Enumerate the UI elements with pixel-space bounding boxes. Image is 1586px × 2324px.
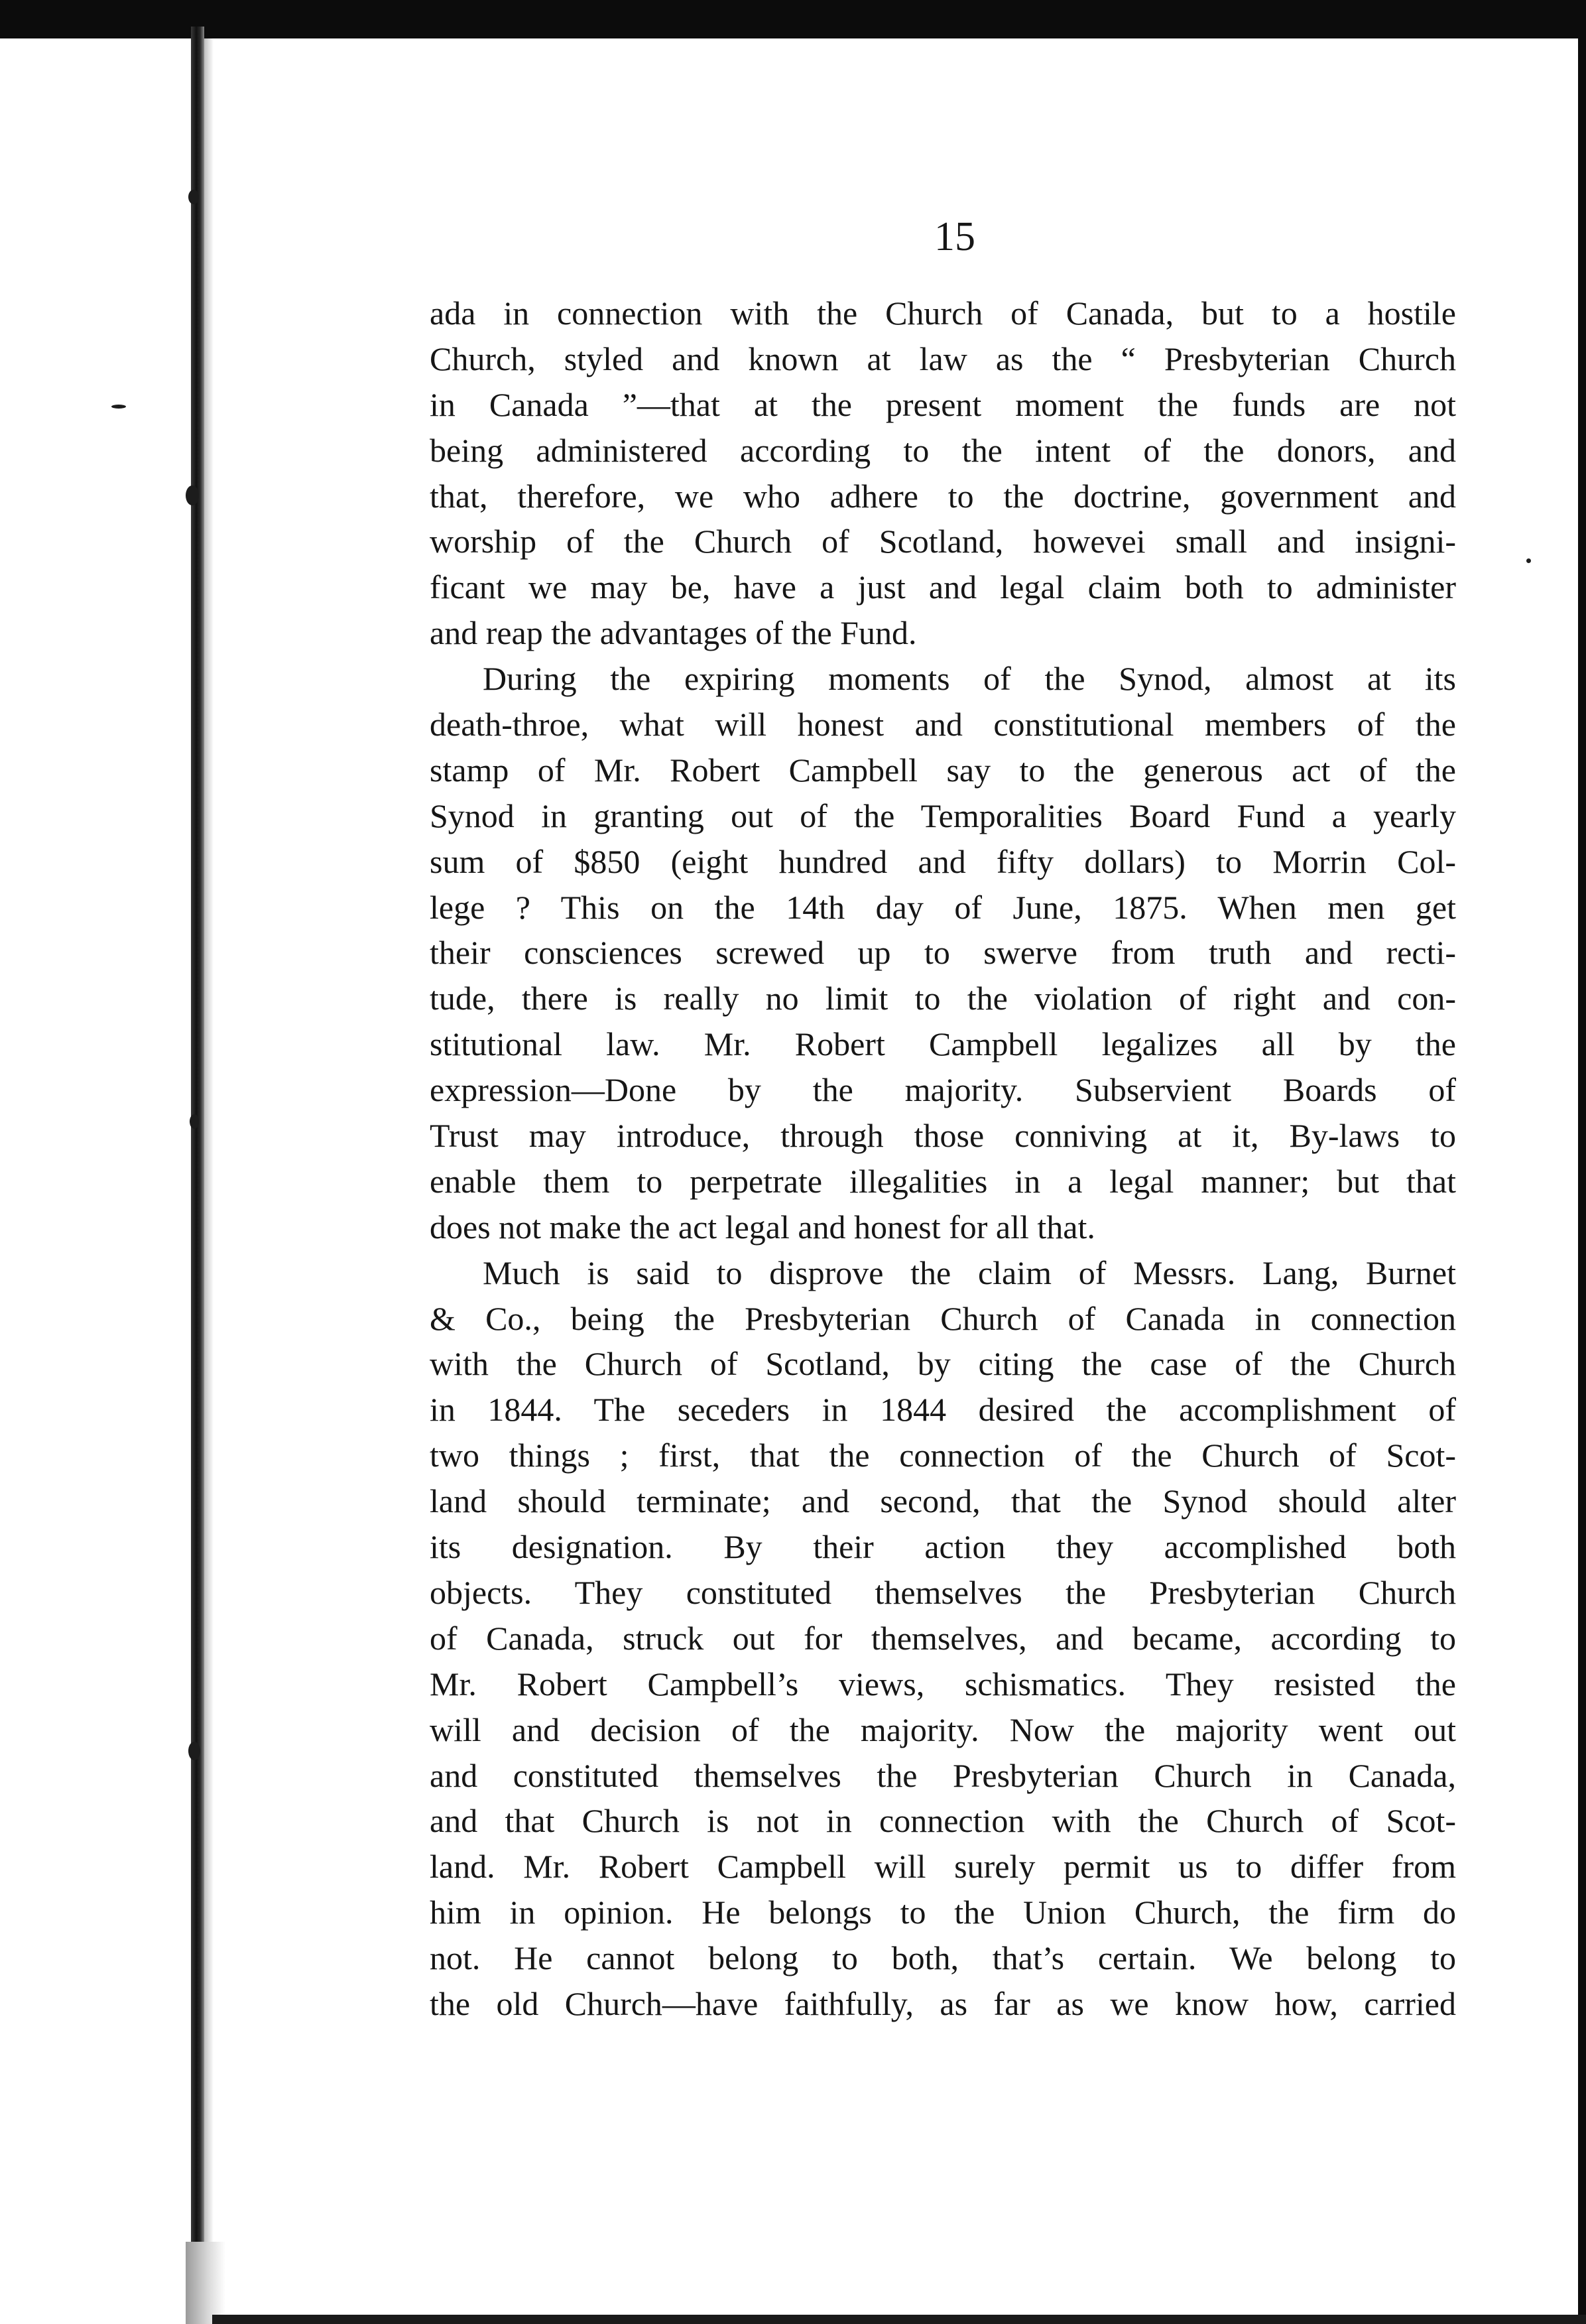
scan-right-border xyxy=(1578,38,1586,2324)
body-text xyxy=(430,290,1456,2027)
binding-shadow xyxy=(204,38,213,2280)
text-line: stamp of Mr. Robert Campbell say to the generous act of the xyxy=(430,751,1456,789)
text-line: in 1844. The seceders in 1844 desired the accomplishment of xyxy=(430,1391,1456,1429)
binding-bottom-shadow xyxy=(186,2242,225,2324)
paragraph xyxy=(430,290,1456,656)
text-line: Mr. Robert Campbell’s views, schismatics. They resisted the xyxy=(430,1665,1456,1703)
text-line: and that Church is not in connection with the Church of Scot- xyxy=(430,1802,1456,1840)
text-line: him in opinion. He belongs to the Union Church, the firm do xyxy=(430,1894,1456,1931)
text-line: Synod in granting out of the Temporalities Board Fund a yearly xyxy=(430,797,1456,834)
text-line: of Canada, struck out for themselves, and became, according to xyxy=(430,1619,1456,1657)
text-line: its designation. By their action they accomplished both xyxy=(430,1528,1456,1566)
text-line: and reap the advantages of the Fund. xyxy=(430,614,917,652)
text-line: ada in connection with the Church of Canada, but to a hostile xyxy=(430,294,1456,332)
text-line: lege ? This on the 14th day of June, 1875. When men get xyxy=(430,888,1456,926)
text-line: does not make the act legal and honest for all that. xyxy=(430,1208,1095,1246)
text-line: death-throe, what will honest and constitutional members of the xyxy=(430,706,1456,743)
text-line: two things ; first, that the connection of the Church of Scot- xyxy=(430,1437,1456,1474)
text-line: land should terminate; and second, that the Synod should alter xyxy=(430,1482,1456,1520)
text-line: not. He cannot belong to both, that’s certain. We belong to xyxy=(430,1939,1456,1977)
facing-page-margin xyxy=(0,38,191,2324)
text-line: in Canada ”—that at the present moment the funds are not xyxy=(430,385,1456,423)
text-line: and constituted themselves the Presbyterian Church in Canada, xyxy=(430,1756,1456,1794)
scan-speck xyxy=(186,485,199,505)
text-line: the old Church—have faithfully, as far as we know how, carried xyxy=(430,1984,1456,2022)
paragraph xyxy=(430,1250,1456,2027)
text-line: Trust may introduce, through those conniving at it, By-laws to xyxy=(430,1117,1456,1155)
page-number: 15 xyxy=(934,214,975,259)
text-line: & Co., being the Presbyterian Church of Canada in connection xyxy=(430,1299,1456,1337)
text-line: stitutional law. Mr. Robert Campbell legalizes all by the xyxy=(430,1025,1456,1063)
scan-speck xyxy=(111,405,126,409)
scan-speck xyxy=(190,1114,199,1129)
text-line: During the expiring moments of the Synod, almost at its xyxy=(483,660,1456,698)
scan-speck xyxy=(1526,558,1531,563)
text-line: worship of the Church of Scotland, howevei small and insigni- xyxy=(430,523,1456,560)
text-line: their consciences screwed up to swerve from truth and recti- xyxy=(430,934,1456,972)
text-line: ficant we may be, have a just and legal claim both to administer xyxy=(430,568,1456,606)
paragraph xyxy=(430,656,1456,1250)
text-line: expression—Done by the majority. Subservient Boards of xyxy=(430,1071,1456,1109)
scan-speck xyxy=(188,1742,200,1760)
text-line: Church, styled and known at law as the “ Presbyterian Church xyxy=(430,340,1456,377)
scan-speck xyxy=(188,190,199,204)
book-binding-edge xyxy=(191,27,204,2282)
text-line: will and decision of the majority. Now the majority went out xyxy=(430,1711,1456,1748)
text-line: sum of $850 (eight hundred and fifty dollars) to Morrin Col- xyxy=(430,842,1456,880)
scan-top-border xyxy=(0,0,1586,38)
text-line: enable them to perpetrate illegalities in a legal manner; but that xyxy=(430,1162,1456,1200)
text-line: Much is said to disprove the claim of Messrs. Lang, Burnet xyxy=(483,1254,1456,1291)
text-line: being administered according to the intent of the donors, and xyxy=(430,431,1456,469)
scan-bottom-border xyxy=(212,2315,1586,2324)
text-line: with the Church of Scotland, by citing the case of the Church xyxy=(430,1345,1456,1383)
text-line: tude, there is really no limit to the violation of right and con- xyxy=(430,980,1456,1017)
text-line: land. Mr. Robert Campbell will surely permit us to differ from xyxy=(430,1848,1456,1886)
text-line: objects. They constituted themselves the Presbyterian Church xyxy=(430,1573,1456,1611)
text-line: that, therefore, we who adhere to the doctrine, government and xyxy=(430,477,1456,515)
